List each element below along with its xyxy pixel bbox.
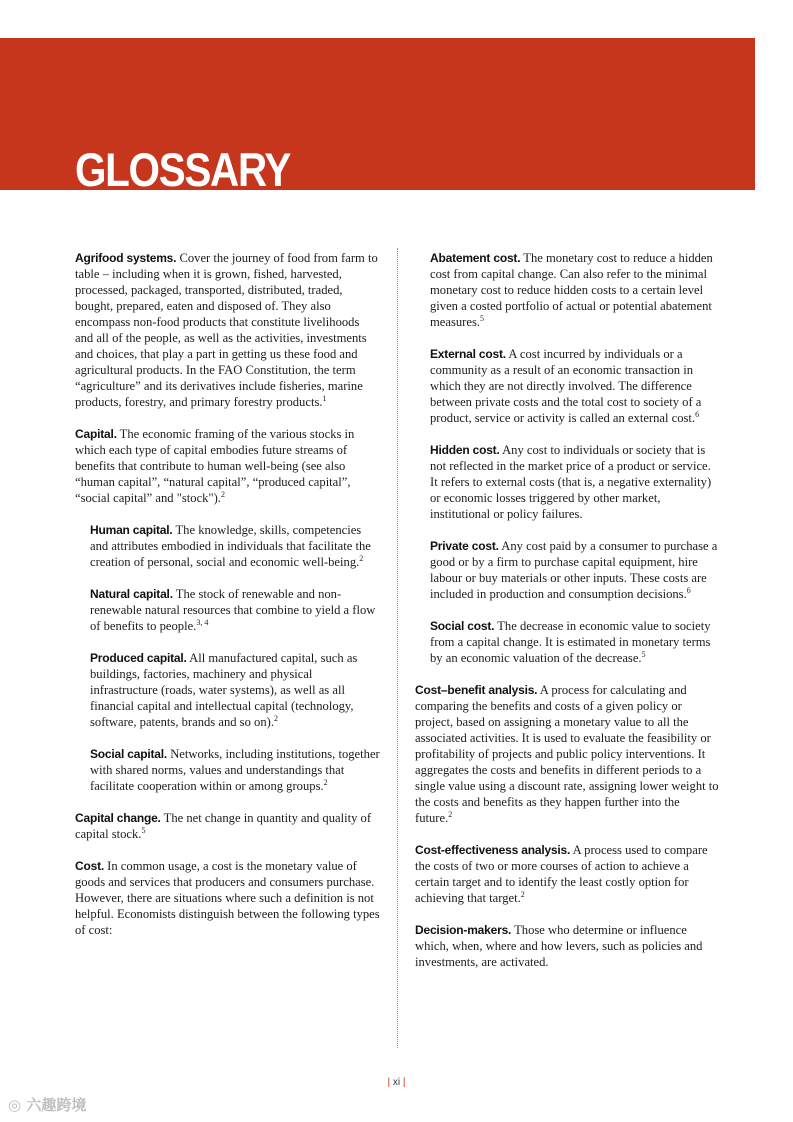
glossary-entry-human-capital: Human capital. The knowledge, skills, competencies and attributes embodied in individuals that facilitate the creation of personal, social and economic well-being.$^2$ xyxy=(90,523,371,569)
glossary-entry-cost-effectiveness-analysis: Cost-effectiveness analysis. A process used to compare the costs of two or more courses of action to achieve a certain target and to identify the least costly option for achieving that target.$^2$ xyxy=(415,843,708,905)
watermark-logo: ◎ 六趣跨境 xyxy=(8,1096,87,1114)
glossary-entry-cost: Cost. In common usage, a cost is the monetary value of goods and services that producers and consumers purchase. However, there are situations where such a definition is not helpful. Economists distinguish between the following types of cost: xyxy=(75,859,380,937)
glossary-entry-produced-capital: Produced capital. All manufactured capital, such as buildings, factories, machinery and physical infrastructure (roads, water systems), as well as all financial capital and intellectual capital (technology, software, patents, brands and so on).$^2$ xyxy=(90,651,358,729)
glossary-entry-natural-capital: Natural capital. The stock of renewable and non-renewable natural resources that combine to yield a flow of benefits to people.$^{3, 4}$ xyxy=(90,587,376,633)
glossary-entry-capital-change: Capital change. The net change in quantity and quality of capital stock.$^5$ xyxy=(75,811,372,841)
glossary-entry-abatement-cost: Abatement cost. The monetary cost to reduce a hidden cost from capital change. Can also refer to the minimal monetary cost to reduce hidden costs to a certain level given a costed portfolio of actual or potential abatement measures.$^5$ xyxy=(430,251,713,329)
watermark-icon: ◎ xyxy=(8,1096,22,1114)
page-title: GLOSSARY xyxy=(75,143,291,190)
column-divider xyxy=(397,248,398,1048)
glossary-entry-decision-makers: Decision-makers. Those who determine or influence which, when, where and how levers, such as policies and investments, are activated. xyxy=(415,923,703,969)
glossary-entry-social-capital: Social capital. Networks, including institutions, together with shared norms, values and understandings that facilitate cooperation within or among groups.$^2$ xyxy=(90,747,380,793)
glossary-entry-cost-benefit-analysis: Cost–benefit analysis. A process for calculating and comparing the benefits and costs of a given policy or project, based on assigning a monetary value to all the associated activities. It is used to evaluate the feasibility or profitability of projects and public policy interventions. It aggregates the costs and benefits in different periods to a single value using a discount rate, assigning lower weight to the costs and benefits as they happen further into the future.$^2$ xyxy=(415,683,719,825)
glossary-column-right xyxy=(415,250,720,986)
glossary-entry-external-cost: External cost. A cost incurred by individuals or a community as a result of an economic transaction in which they are not directly involved. The difference between private costs and the total cost to society of a product, service or activity is called an external cost.$^6$ xyxy=(430,347,702,425)
page-number: | xi | xyxy=(387,1077,406,1088)
header-banner xyxy=(0,38,755,190)
glossary-entry-agrifood-systems: Agrifood systems. Cover the journey of food from farm to table – including when it is grown, fished, harvested, processed, packaged, transported, distributed, traded, bought, prepared, eaten and disposed of. They also encompass non-food products that constitute livelihoods and all of the people, as well as the activities, investments and choices, that play a part in getting us these food and agricultural products. In the FAO Constitution, the term “agriculture” and its derivatives include fisheries, marine products, forestry, and primary forestry products.$^1$ xyxy=(75,251,378,409)
glossary-entry-hidden-cost: Hidden cost. Any cost to individuals or society that is not reflected in the market price of a product or service. It refers to external costs (that is, a negative externality) or economic losses triggered by other market, institutional or policy failures. xyxy=(430,443,712,521)
glossary-column-left xyxy=(75,250,380,954)
glossary-entry-private-cost: Private cost. Any cost paid by a consumer to purchase a good or by a firm to purchase capital equipment, hire labour or buy materials or other inputs. These costs are included in production and consumption decisions.$^6$ xyxy=(430,539,718,601)
glossary-entry-capital: Capital. The economic framing of the various stocks in which each type of capital embodies future streams of benefits that contribute to human well-being (see also “human capital”, “natural capital”, “produced capital”, “social capital” and "stock").$^2$ xyxy=(75,427,355,505)
glossary-entry-social-cost: Social cost. The decrease in economic value to society from a capital change. It is estimated in monetary terms by an economic valuation of the decrease.$^5$ xyxy=(430,619,711,665)
